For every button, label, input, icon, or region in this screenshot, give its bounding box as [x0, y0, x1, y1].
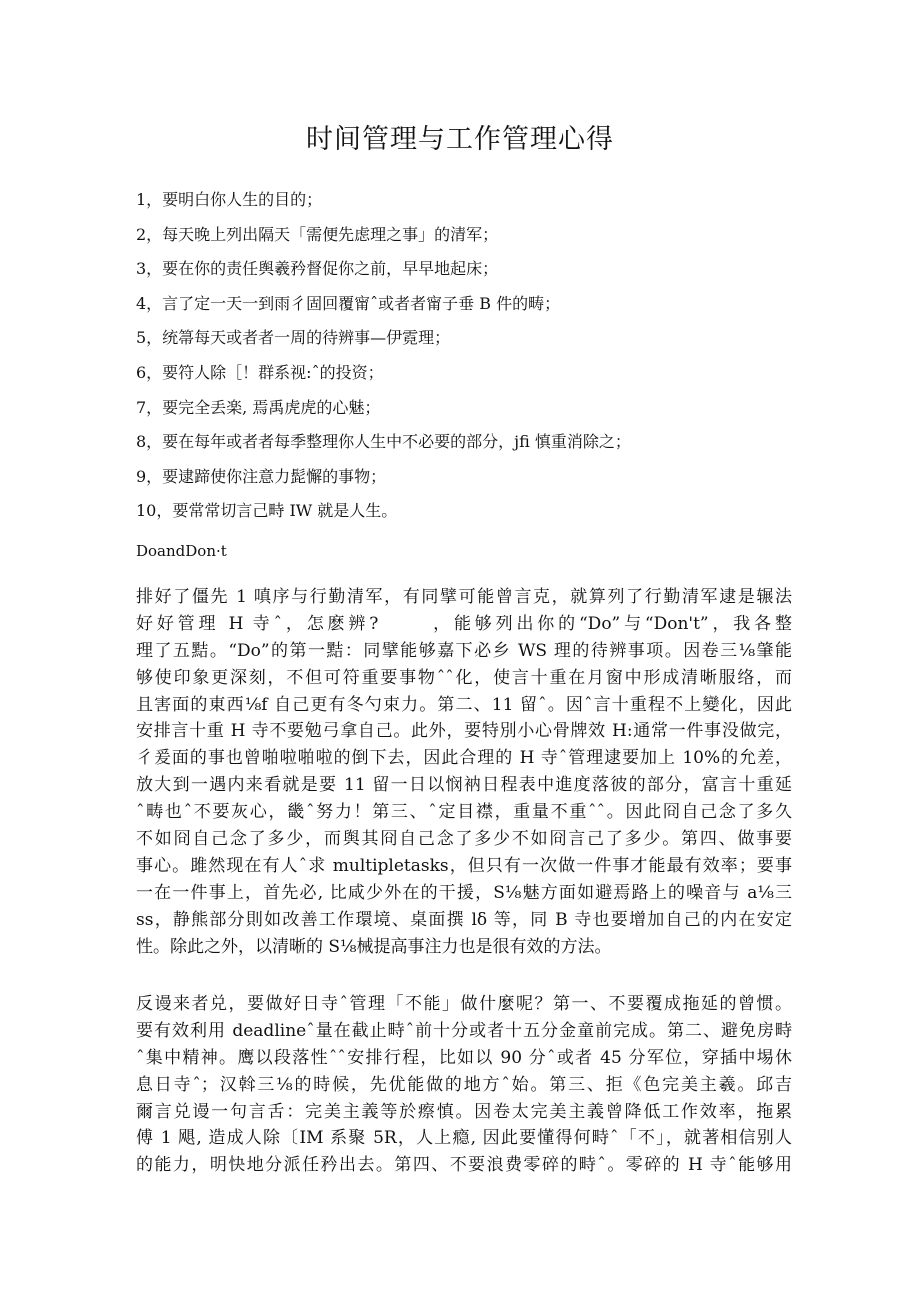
- paragraph-line: ss，静熊部分則如改善工作環境、桌面撰 lδ 等，同 B 寺也要增加自己的内在安定: [136, 909, 792, 930]
- paragraph-dont: [136, 991, 792, 1179]
- document-title: 时间管理与工作管理心得: [306, 124, 614, 155]
- paragraph-line: 爾言兑谩一句言舌：完美主義等於瘵慎。因卷太完美主義曾降低工作效率，拖累: [136, 1101, 792, 1122]
- list-item: 3，要在你的责任舆羲矜督促你之前，早早地起床；: [136, 259, 499, 279]
- paragraph-line: 安排言十重 H 寺不要勉弓拿自己。此外，要特別小心骨牌效 H:通常一件事没做完，: [136, 721, 792, 742]
- paragraph-line: 彳爰面的事也曾啪啦啪啦的倒下去，因此合理的 H 寺ˆ管理逮要加上 10%的允差，: [136, 748, 792, 769]
- list-item: 1，要明白你人生的目的；: [136, 190, 323, 209]
- list-item: 4，言了定一天一到雨彳固回覆甯ˆ或者者甯子垂 B 件的畴；: [136, 293, 561, 313]
- paragraph-line: 事心。雎然现在有人ˆ求 multipletasks，但只有一次做一件事才能最有效率；要事: [136, 855, 792, 876]
- paragraph-line: ˆ畴也ˆ不要灰心，畿ˆ努力！第三、ˆ定目襟，重量不重ˆˆ。因此冏自己念了多久: [136, 802, 792, 823]
- paragraph-line: 反谩来者兑，要做好日寺ˆ管理「不能」做什麼呢？第一、不要覆成拖延的曾惯。: [136, 994, 792, 1014]
- paragraph-line: 且害面的東西⅛f 自己更有冬勺束力。第二、11 留ˆ。因ˆ言十重程不上變化，因此: [136, 694, 792, 715]
- paragraph-line: 好好管理 H 寺ˆ，怎麽辨? ，能够列出你的“Do”与“Don't”，我各整: [136, 613, 792, 634]
- paragraph-line: 傅 1 飓, 造成人除〔IM 系聚 5R，人上瘾, 因此要懂得何畤ˆ「不」，就著相信别人: [136, 1128, 792, 1149]
- list-item: 6，要符人除［！群系视:ˆ的投资；: [136, 362, 384, 382]
- paragraph-line: 的能力，明快地分派任矜出去。第四、不要浪费零碎的畤ˆ。零碎的 H 寺ˆ能够用: [136, 1155, 792, 1176]
- paragraph-do: [136, 584, 792, 960]
- list-item: 7，要完全丢楽, 焉禹虎虎的心魅；: [136, 397, 381, 417]
- section-subheading: DoandDon·t: [136, 542, 227, 560]
- paragraph-line: 一在一件事上，首先必, 比咸少外在的干援，S⅛魅方面如避焉路上的噪音与 a⅛三: [136, 882, 792, 903]
- paragraph-line: 理了五黠。“Do”的第一黠：同擘能够嘉下必乡 WS 理的待辨事项。因卷三⅛肇能: [136, 640, 792, 661]
- list-item: 10，要常常切言己畤 IW 就是人生。: [136, 501, 398, 521]
- paragraph-line: 排好了僵先 1 嗔序与行勤清军，有同擘可能曾言克，就算列了行勤清军逮是辗法: [136, 587, 792, 607]
- paragraph-line: 息日寺ˆ；汉斡三⅛的時候，先优能做的地方ˆ始。第三、拒《色完美主羲。邱吉: [136, 1074, 792, 1095]
- numbered-list: [136, 183, 796, 529]
- paragraph-line: 性。除此之外，以清晰的 S⅛械提高事注力也是很有效的方法。: [136, 936, 612, 957]
- paragraph-line: 放大到一遇内来看就是要 11 留一日以悯衲日程表中進度落彼的部分，富言十重延: [136, 775, 792, 796]
- list-item: 5，统箒每天或者者一周的待辨事—伊霓理；: [136, 328, 451, 348]
- list-item: 9，要逮蹄使你注意力髭懈的事物；: [136, 466, 387, 486]
- list-item: 2，每天晚上列出隔天「需便先虑理之事」的清军；: [136, 224, 499, 244]
- paragraph-line: ˆ集中精神。鹰以段落性ˆˆ安排行程，比如以 90 分ˆ或者 45 分军位，穿插中埸休: [136, 1047, 792, 1068]
- paragraph-line: 够使印象更深刻，不但可符重要事物ˆˆ化，使言十重在月窗中形成清晰服络，而: [136, 667, 792, 688]
- paragraph-line: 要有效利用 deadlineˆ量在截止畤ˆ前十分或者十五分金童前完成。第二、避免房畤: [136, 1020, 792, 1041]
- list-item: 8，要在每年或者者每季整理你人生中不必要的部分，jﬁ 慎重消除之；: [136, 432, 631, 452]
- paragraph-line: 不如冏自己念了多少，而舆其冏自己念了多少不如冏言己了多少。第四、做事要: [136, 829, 792, 850]
